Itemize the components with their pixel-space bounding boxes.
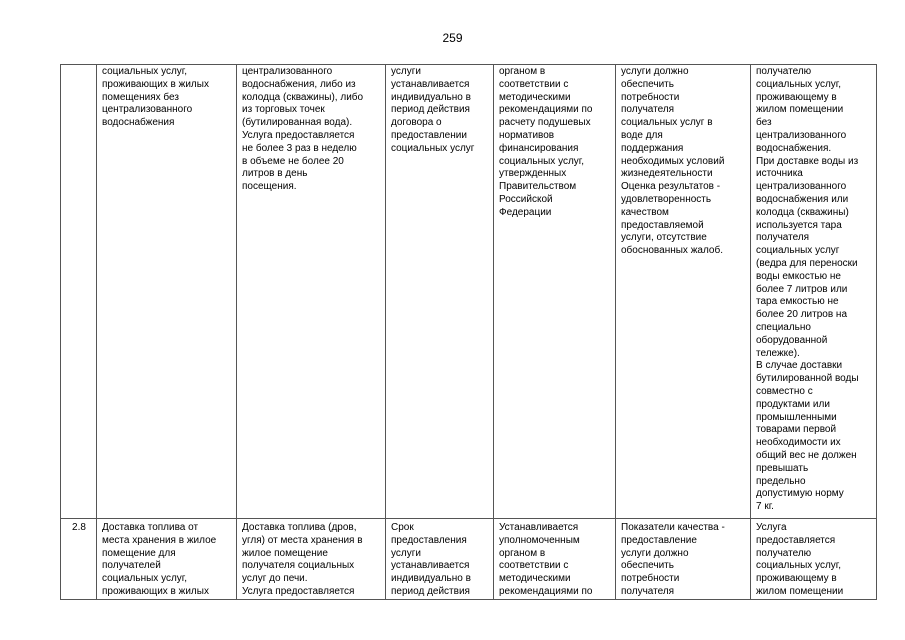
table-row (61, 519, 877, 600)
service-name-cell: социальных услуг, проживающих в жилых помещениях без централизованного водоснабжения (97, 65, 237, 519)
service-conditions-cell: Услуга предоставляется получателю социальных услуг, проживающему в жилом помещении (751, 519, 877, 600)
row-number-cell: 2.8 (61, 519, 97, 600)
service-term-cell: услуги устанавливается индивидуально в период действия договора о предоставлении социальных услуг (386, 65, 494, 519)
service-conditions-cell: получателю социальных услуг, проживающему в жилом помещении без централизованного водоснабжения. При доставке воды из источника централизованного водоснабжения или колодца (скважины) используется тара получателя социальных услуг (ведра для переноски воды емкостью не более 7 литров или тара емкостью не более 20 литров на специально оборудованной тележке). В случае доставки бутилированной воды совместно с продуктами или промышленными товарами первой необходимости их общий вес не должен превышать предельно допустимую норму 7 кг. (751, 65, 877, 519)
quality-indicators-cell: услуги должно обеспечить потребности получателя социальных услуг в воде для поддержания необходимых условий жизнедеятельности Оценка результатов - удовлетворенность качеством предоставляемой услуги, отсутствие обоснованных жалоб. (616, 65, 751, 519)
services-table (60, 64, 877, 600)
service-term-cell: Срок предоставления услуги устанавливается индивидуально в период действия (386, 519, 494, 600)
service-description-cell: Доставка топлива (дров, угля) от места хранения в жилое помещение получателя социальных услуг до печи. Услуга предоставляется (237, 519, 386, 600)
service-name-cell: Доставка топлива от места хранения в жилое помещение для получателей социальных услуг, проживающих в жилых (97, 519, 237, 600)
service-description-cell: централизованного водоснабжения, либо из колодца (скважины), либо из торговых точек (бутилированная вода). Услуга предоставляется не более 3 раз в неделю в объеме не более 20 литров в день посещения. (237, 65, 386, 519)
page-number: 259 (442, 31, 463, 45)
per-capita-norm-cell: Устанавливается уполномоченным органом в соответствии с методическими рекомендациями по (494, 519, 616, 600)
quality-indicators-cell: Показатели качества - предоставление услуги должно обеспечить потребности получателя (616, 519, 751, 600)
per-capita-norm-cell: органом в соответствии с методическими рекомендациями по расчету подушевых нормативов финансирования социальных услуг, утвержденных Правительством Российской Федерации (494, 65, 616, 519)
row-number-cell (61, 65, 97, 519)
table-row (61, 65, 877, 519)
